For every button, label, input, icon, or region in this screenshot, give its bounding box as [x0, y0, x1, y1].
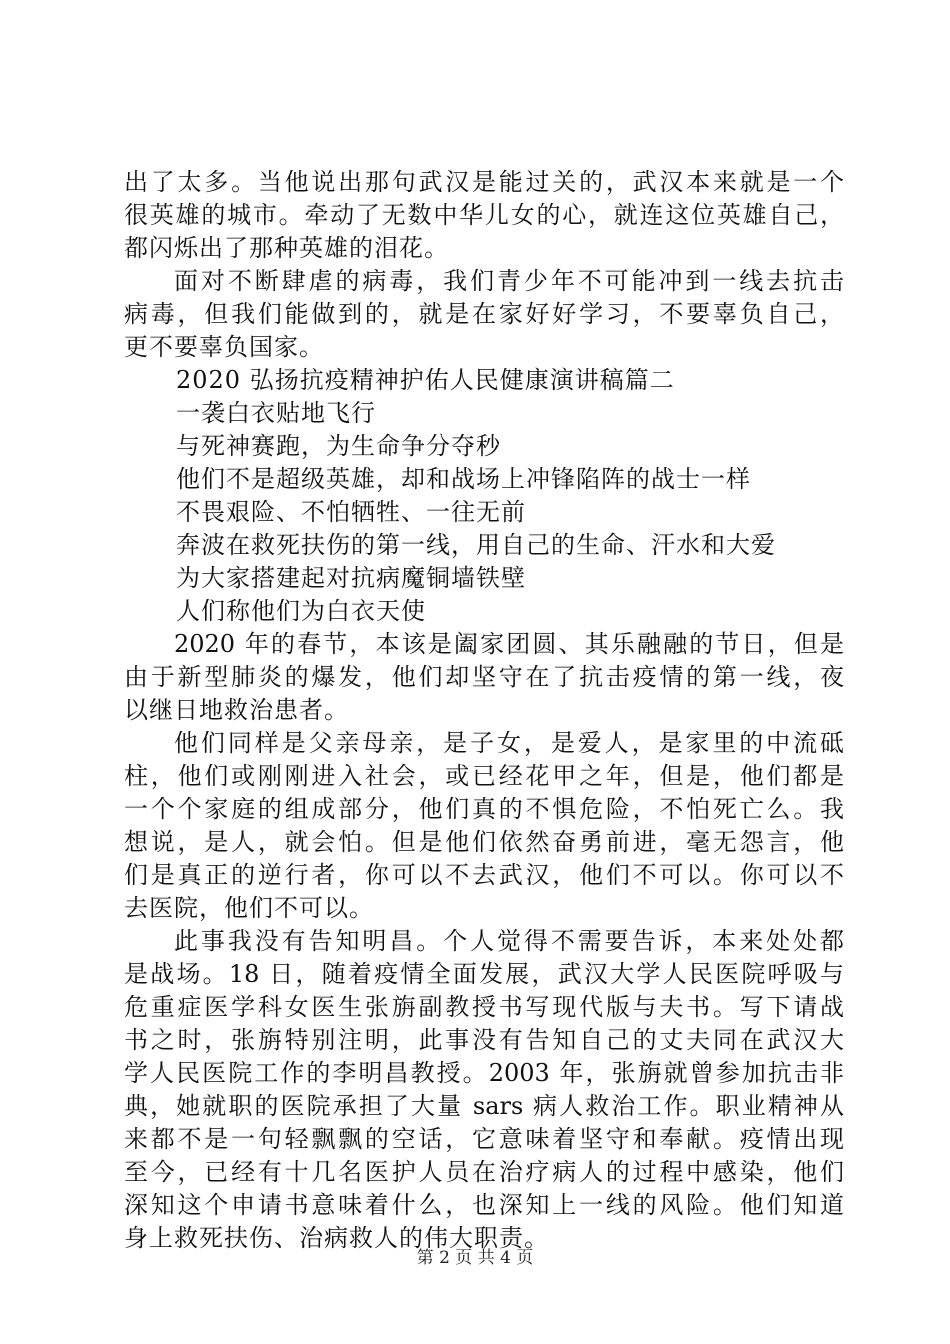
text-line: 书之时，张旃特别注明，此事没有告知自己的丈夫同在武汉大: [124, 1026, 844, 1054]
text-line: 去医院，他们不可以。: [124, 894, 374, 922]
text-line: 至今，已经有十几名医护人员在治疗病人的过程中感染，他们: [124, 1158, 844, 1186]
text-line: 是战场。18 日，随着疫情全面发展，武汉大学人民医院呼吸与: [124, 960, 844, 988]
text-line: 深知这个申请书意味着什么，也深知上一线的风险。他们知道: [124, 1191, 844, 1219]
text-line: 2020 年的春节，本该是阖家团圆、其乐融融的节日，但是: [174, 630, 844, 658]
text-line: 出了太多。当他说出那句武汉是能过关的，武汉本来就是一个: [124, 168, 844, 196]
poem-line: 奔波在救死扶伤的第一线，用自己的生命、汗水和大爱: [176, 531, 776, 559]
text-line: 更不要辜负国家。: [124, 333, 324, 361]
poem-line: 一袭白衣贴地飞行: [176, 399, 376, 427]
text-line: 他们同样是父亲母亲，是子女，是爱人，是家里的中流砥: [174, 729, 844, 757]
text-line: 柱，他们或刚刚进入社会，或已经花甲之年，但是，他们都是: [124, 762, 844, 790]
text-line: 典，她就职的医院承担了大量 sars 病人救治工作。职业精神从: [124, 1092, 844, 1120]
text-line: 危重症医学科女医生张旃副教授书写现代版与夫书。写下请战: [124, 993, 844, 1021]
text-line: 都闪烁出了那种英雄的泪花。: [124, 234, 449, 262]
page-footer: 第 2 页 共 4 页: [416, 1248, 534, 1268]
poem-line: 人们称他们为白衣天使: [176, 597, 426, 625]
text-line: 身上救死扶伤、治病救人的伟大职责。: [124, 1224, 549, 1252]
text-line: 很英雄的城市。牵动了无数中华儿女的心，就连这位英雄自己，: [124, 201, 844, 229]
text-line: 病毒，但我们能做到的，就是在家好好学习，不要辜负自己，: [124, 300, 844, 328]
text-line: 以继日地救治患者。: [124, 696, 349, 724]
text-line: 来都不是一句轻飘飘的空话，它意味着坚守和奉献。疫情出现: [124, 1125, 844, 1153]
text-line: 一个个家庭的组成部分，他们真的不惧危险，不怕死亡么。我: [124, 795, 844, 823]
poem-line: 为大家搭建起对抗病魔铜墙铁壁: [176, 564, 526, 592]
text-line: 们是真正的逆行者，你可以不去武汉，他们不可以。你可以不: [124, 861, 844, 889]
text-line: 由于新型肺炎的爆发，他们却坚守在了抗击疫情的第一线，夜: [124, 663, 844, 691]
document-body: [124, 166, 844, 1255]
text-line: 面对不断肆虐的病毒，我们青少年不可能冲到一线去抗击: [174, 267, 844, 295]
text-line: 想说，是人，就会怕。但是他们依然奋勇前进，毫无怨言，他: [124, 828, 844, 856]
poem-line: 与死神赛跑，为生命争分夺秒: [176, 432, 501, 460]
poem-line: 不畏艰险、不怕牺牲、一往无前: [176, 498, 526, 526]
text-line: 学人民医院工作的李明昌教授。2003 年，张旃就曾参加抗击非: [124, 1059, 844, 1087]
section-heading: 2020 弘扬抗疫精神护佑人民健康演讲稿篇二: [176, 366, 675, 394]
poem-line: 他们不是超级英雄，却和战场上冲锋陷阵的战士一样: [176, 465, 751, 493]
text-line: 此事我没有告知明昌。个人觉得不需要告诉，本来处处都: [174, 927, 844, 955]
